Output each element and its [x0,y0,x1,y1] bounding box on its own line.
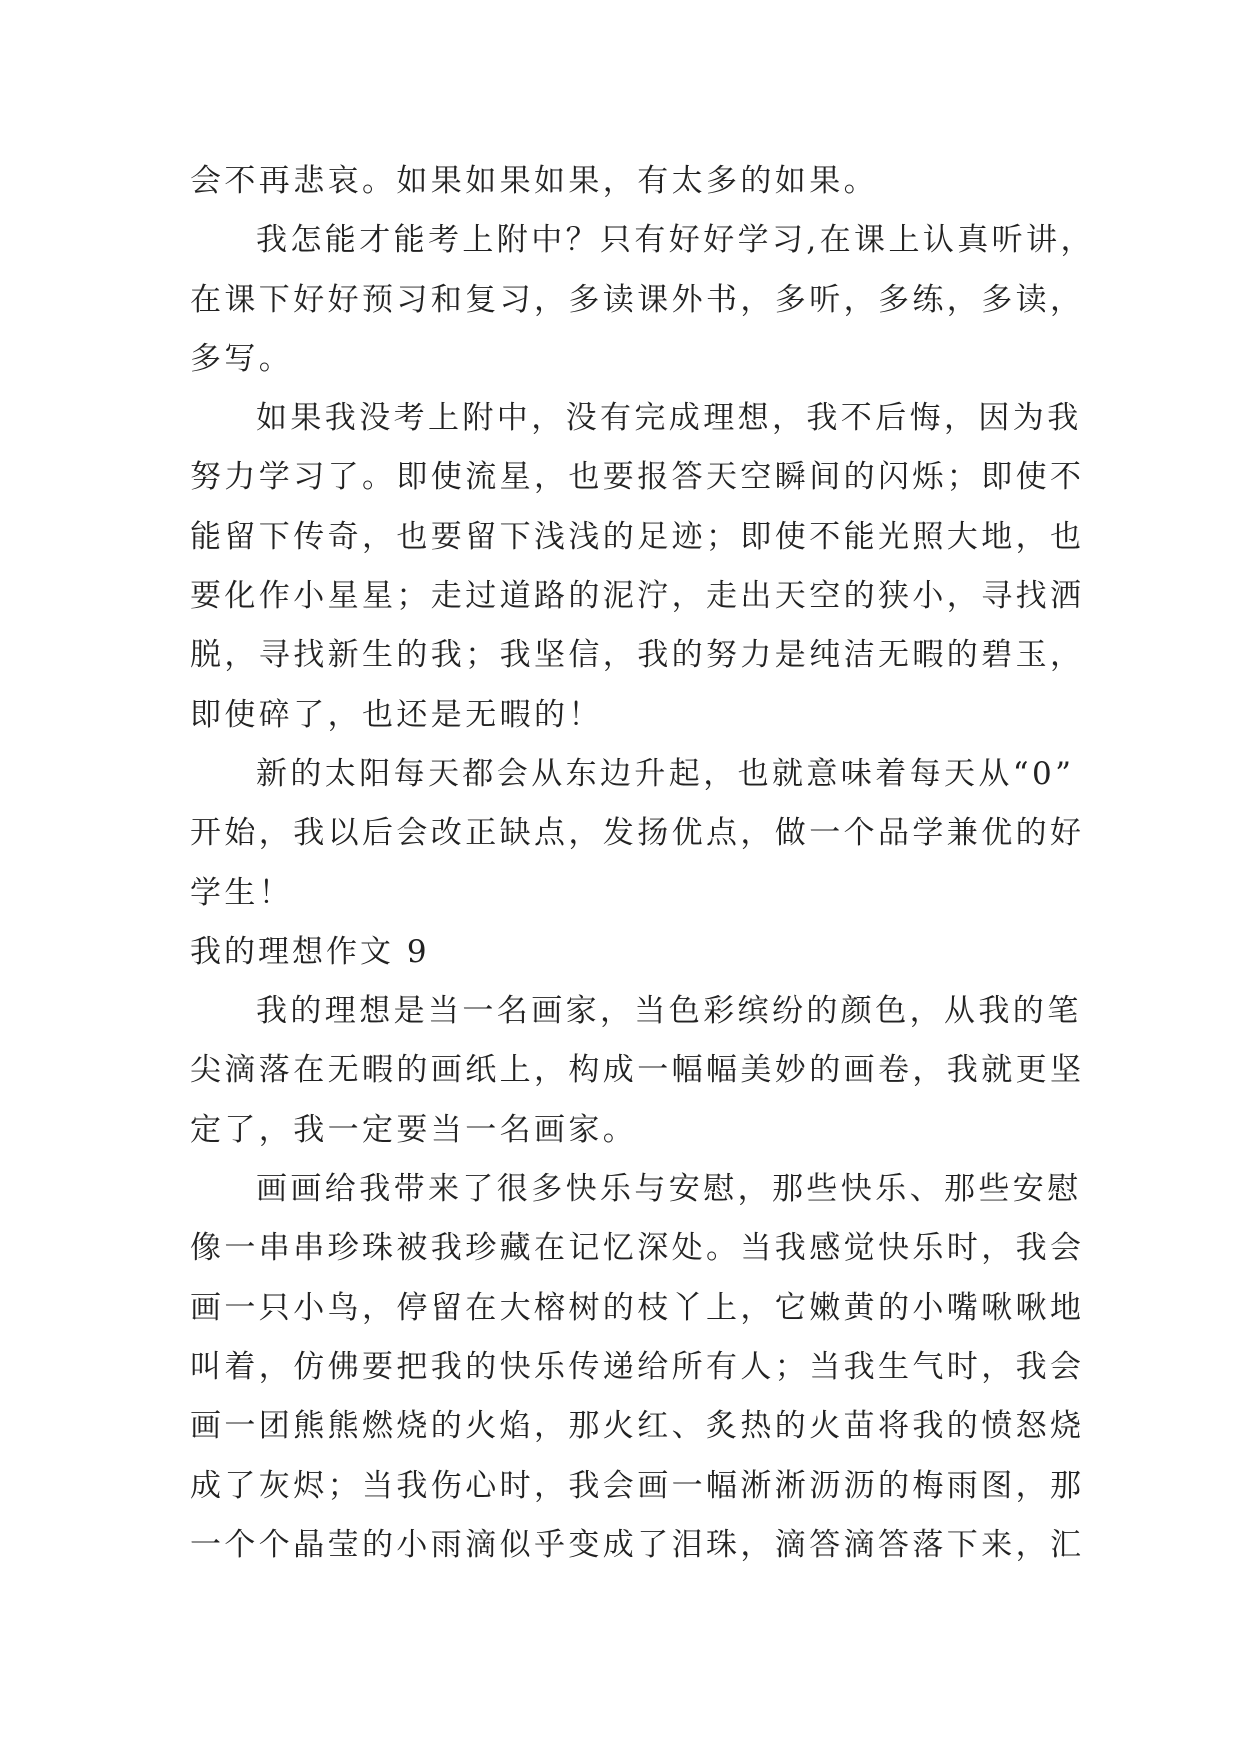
text-line: 定了，我一定要当一名画家。 [190,1111,638,1148]
text-line: 叫着，仿佛要把我的快乐传递给所有人；当我生气时，我会 [190,1348,1085,1385]
paragraph-start-line: 我怎能才能考上附中？只有好好学习,在课上认真听讲， [256,222,1095,259]
text-line: 能留下传奇，也要留下浅浅的足迹；即使不能光照大地，也 [190,518,1085,555]
paragraph-start-line: 画画给我带来了很多快乐与安慰，那些快乐、那些安慰 [256,1171,1082,1208]
text-line: 画一只小鸟，停留在大榕树的枝丫上，它嫩黄的小嘴啾啾地 [190,1289,1085,1326]
essay-text-block [190,152,1095,1575]
text-line: 尖滴落在无暇的画纸上，构成一幅幅美妙的画卷，我就更坚 [190,1052,1085,1089]
text-line: 开始，我以后会改正缺点，发扬优点，做一个品学兼优的好 [190,815,1085,852]
text-line: 学生！ [190,874,294,911]
text-line: 成了灰烬；当我伤心时，我会画一幅淅淅沥沥的梅雨图，那 [190,1467,1085,1504]
text-line: 画一团熊熊燃烧的火焰，那火红、炙热的火苗将我的愤怒烧 [190,1408,1085,1445]
text-line: 像一串串珍珠被我珍藏在记忆深处。当我感觉快乐时，我会 [190,1230,1085,1267]
section-heading: 我的理想作文 9 [190,933,430,970]
text-line: 即使碎了，也还是无暇的！ [190,696,603,733]
paragraph-start-line: 新的太阳每天都会从东边升起，也就意味着每天从“0” [256,755,1075,792]
paragraph-start-line: 如果我没考上附中，没有完成理想，我不后悔，因为我 [256,400,1082,437]
text-line: 会不再悲哀。如果如果如果，有太多的如果。 [190,163,878,199]
text-line: 要化作小星星；走过道路的泥泞，走出天空的狭小，寻找洒 [190,578,1085,615]
text-line: 多写。 [190,340,294,377]
text-line: 一个个晶莹的小雨滴似乎变成了泪珠，滴答滴答落下来，汇 [190,1526,1085,1563]
text-line: 努力学习了。即使流星，也要报答天空瞬间的闪烁；即使不 [190,459,1085,496]
text-line: 脱，寻找新生的我；我坚信，我的努力是纯洁无暇的碧玉， [190,637,1085,674]
paragraph-start-line: 我的理想是当一名画家，当色彩缤纷的颜色，从我的笔 [256,993,1082,1030]
text-line: 在课下好好预习和复习，多读课外书，多听，多练，多读， [190,281,1085,318]
